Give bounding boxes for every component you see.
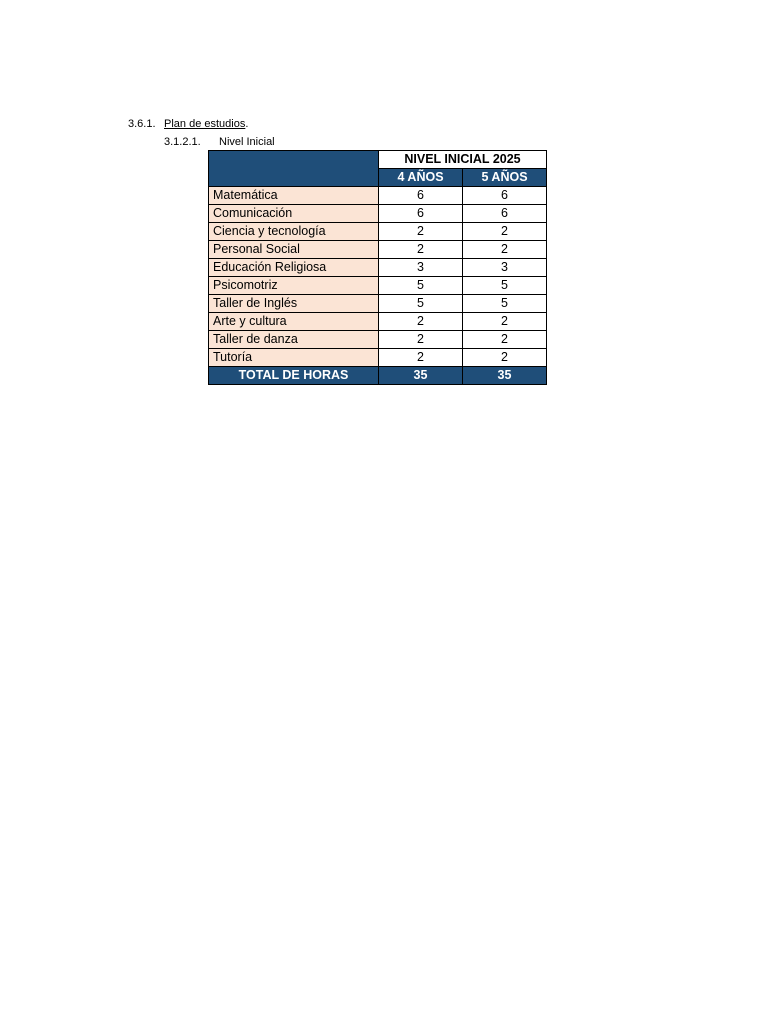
section-title-suffix: .	[245, 118, 249, 130]
table-row	[209, 313, 547, 331]
table-row	[209, 277, 547, 295]
header-corner-cell	[209, 151, 379, 187]
table-row	[209, 331, 547, 349]
study-plan-table	[208, 150, 547, 385]
table-row	[209, 259, 547, 277]
subsection-heading	[164, 135, 275, 149]
table-row	[209, 223, 547, 241]
subject-cell: Comunicación	[209, 205, 379, 223]
hours-cell: 6	[463, 205, 547, 223]
subject-cell: Taller de Inglés	[209, 295, 379, 313]
hours-cell: 2	[463, 349, 547, 367]
subject-cell: Personal Social	[209, 241, 379, 259]
section-title: Plan de estudios	[164, 118, 246, 130]
section-heading	[128, 117, 248, 131]
hours-cell: 3	[463, 259, 547, 277]
total-4-years: 35	[379, 367, 463, 385]
hours-cell: 2	[379, 331, 463, 349]
subject-cell: Ciencia y tecnología	[209, 223, 379, 241]
subject-cell: Taller de danza	[209, 331, 379, 349]
hours-cell: 6	[379, 187, 463, 205]
level-header: NIVEL INICIAL 2025	[379, 151, 547, 169]
table-row	[209, 241, 547, 259]
column-header-5-years: 5 AÑOS	[463, 169, 547, 187]
hours-cell: 5	[463, 277, 547, 295]
hours-cell: 2	[463, 313, 547, 331]
hours-cell: 2	[379, 241, 463, 259]
hours-cell: 5	[379, 277, 463, 295]
column-header-4-years: 4 AÑOS	[379, 169, 463, 187]
table-header-row	[209, 151, 547, 169]
section-number: 3.6.1.	[128, 118, 156, 130]
hours-cell: 5	[379, 295, 463, 313]
hours-cell: 2	[379, 223, 463, 241]
subject-cell: Matemática	[209, 187, 379, 205]
subject-cell: Educación Religiosa	[209, 259, 379, 277]
subject-cell: Arte y cultura	[209, 313, 379, 331]
hours-cell: 2	[463, 241, 547, 259]
hours-cell: 2	[379, 313, 463, 331]
table-row	[209, 295, 547, 313]
hours-cell: 2	[379, 349, 463, 367]
hours-cell: 6	[379, 205, 463, 223]
hours-cell: 5	[463, 295, 547, 313]
table-row	[209, 349, 547, 367]
table-row	[209, 205, 547, 223]
table-row	[209, 187, 547, 205]
subsection-title: Nivel Inicial	[219, 136, 275, 148]
total-label: TOTAL DE HORAS	[209, 367, 379, 385]
hours-cell: 3	[379, 259, 463, 277]
total-5-years: 35	[463, 367, 547, 385]
subject-cell: Psicomotriz	[209, 277, 379, 295]
hours-cell: 2	[463, 331, 547, 349]
subject-cell: Tutoría	[209, 349, 379, 367]
total-row	[209, 367, 547, 385]
hours-cell: 6	[463, 187, 547, 205]
hours-cell: 2	[463, 223, 547, 241]
subsection-number: 3.1.2.1.	[164, 136, 201, 148]
